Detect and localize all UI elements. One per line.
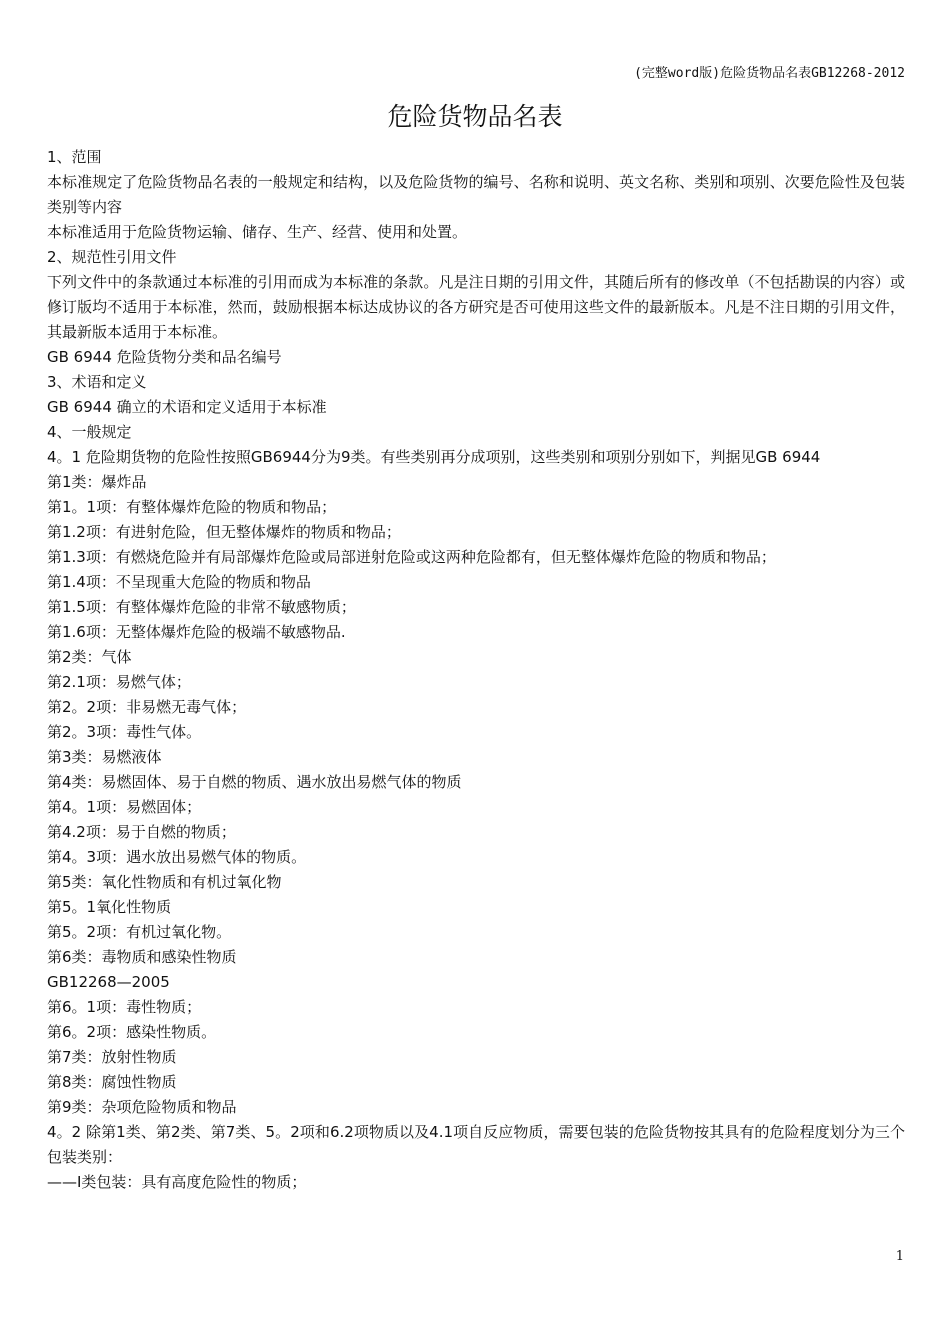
running-header: (完整word版)危险货物品名表GB12268-2012 [634, 66, 905, 81]
paragraph-4-1: 4。1 危险期货物的危险性按照GB6944分为9类。有些类别再分成项别，这些类别和项别分别如下，判据见GB 6944 [47, 448, 821, 466]
division-item: 第1。1项：有整体爆炸危险的物质和物品； [47, 498, 337, 516]
class-item: 第3类：易燃液体 [47, 748, 162, 766]
division-item: 第1.5项：有整体爆炸危险的非常不敏感物质； [47, 598, 356, 616]
division-item: 第2.1项：易燃气体； [47, 673, 191, 691]
page-number: 1 [895, 1249, 904, 1264]
division-item: 第4。3项：遇水放出易燃气体的物质。 [47, 848, 307, 866]
division-item: 第4.2项：易于自燃的物质； [47, 823, 236, 841]
packing-group-item: ——I类包装：具有高度危险性的物质； [47, 1173, 307, 1191]
section-heading-references: 2、规范性引用文件 [47, 248, 177, 266]
paragraph-references: 下列文件中的条款通过本标准的引用而成为本标准的条款。凡是注日期的引用文件，其随后所有的修改单（不包括勘误的内容）或修订版均不适用于本标准，然而，鼓励根据本标达成协议的各方研究是否可使用这些文件的最新版本。凡是不注日期的引用文件，其最新版本适用于本标准。 [47, 273, 905, 341]
class-item: 第8类：腐蚀性物质 [47, 1073, 177, 1091]
paragraph-scope-applicability: 本标准适用于危险货物运输、储存、生产、经营、使用和处置。 [47, 223, 468, 241]
division-item: 第5。2项：有机过氧化物。 [47, 923, 232, 941]
division-item: 第2。2项：非易燃无毒气体； [47, 698, 247, 716]
document-body [47, 145, 905, 1195]
division-item: 第5。1氧化性物质 [47, 898, 172, 916]
division-item: 第6。2项：感染性物质。 [47, 1023, 217, 1041]
paragraph-scope-definition: 本标准规定了危险货物品名表的一般规定和结构，以及危险货物的编号、名称和说明、英文名称、类别和项别、次要危险性及包装类别等内容 [47, 173, 905, 216]
class-item: 第5类：氧化性物质和有机过氧化物 [47, 873, 282, 891]
division-item: 第1.4项：不呈现重大危险的物质和物品 [47, 573, 311, 591]
class-item: 第1类：爆炸品 [47, 473, 147, 491]
class-item: 第7类：放射性物质 [47, 1048, 177, 1066]
paragraph-terms: GB 6944 确立的术语和定义适用于本标准 [47, 398, 327, 416]
division-item: 第1.6项：无整体爆炸危险的极端不敏感物品. [47, 623, 346, 641]
reference-gb6944: GB 6944 危险货物分类和品名编号 [47, 348, 282, 366]
section-heading-terms: 3、术语和定义 [47, 373, 147, 391]
division-item: 第2。3项：毒性气体。 [47, 723, 202, 741]
standard-code-marker: GB12268—2005 [47, 973, 170, 991]
class-item: 第6类：毒物质和感染性物质 [47, 948, 237, 966]
paragraph-4-2: 4。2 除第1类、第2类、第7类、5。2项和6.2项物质以及4.1项自反应物质，需要包装的危险货物按其具有的危险程度划分为三个包装类别： [47, 1123, 905, 1166]
section-heading-scope: 1、范围 [47, 148, 102, 166]
class-item: 第2类：气体 [47, 648, 132, 666]
class-item: 第4类：易燃固体、易于自燃的物质、遇水放出易燃气体的物质 [47, 773, 462, 791]
division-item: 第6。1项：毒性物质； [47, 998, 202, 1016]
division-item: 第1.2项：有进射危险，但无整体爆炸的物质和物品； [47, 523, 401, 541]
section-heading-general: 4、一般规定 [47, 423, 132, 441]
division-item: 第4。1项：易燃固体； [47, 798, 202, 816]
document-title: 危险货物品名表 [387, 102, 563, 131]
division-item: 第1.3项：有燃烧危险并有局部爆炸危险或局部迸射危险或这两种危险都有，但无整体爆炸危险的物质和物品； [47, 548, 776, 566]
class-item: 第9类：杂项危险物质和物品 [47, 1098, 237, 1116]
